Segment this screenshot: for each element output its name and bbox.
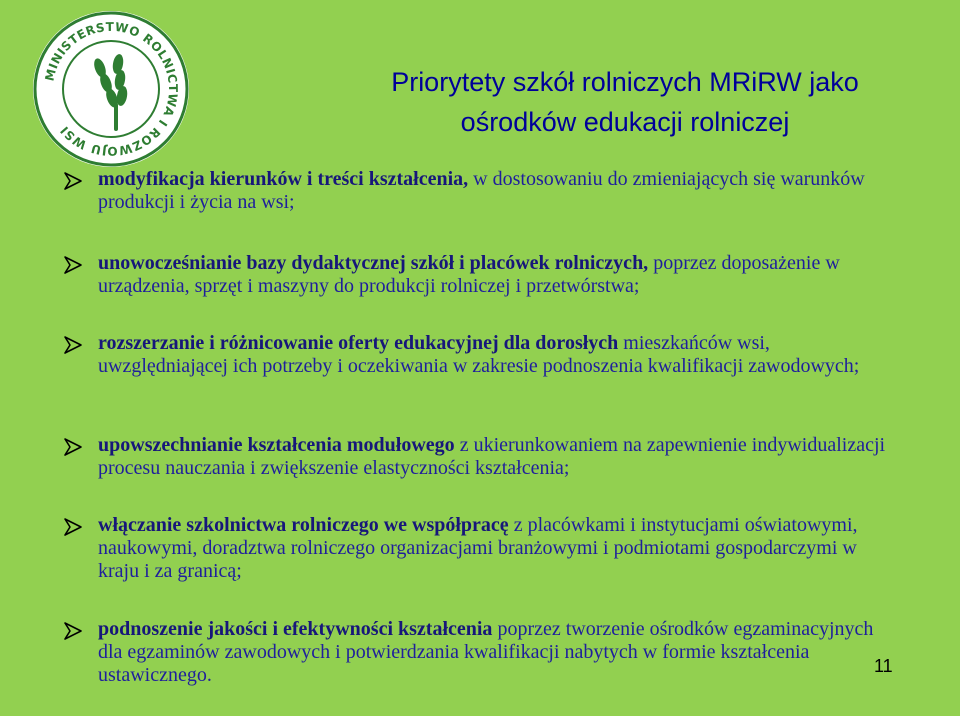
page-number: 11 bbox=[874, 656, 893, 676]
bullet-text: włączanie szkolnictwa rolniczego we współpracę z placówkami i instytucjami oświatowymi, naukowymi, doradztwa rolniczego organizacjami branżowymi i podmiotami gospodarczymi w kraju i za granicą; bbox=[98, 514, 858, 582]
bullet-text: podnoszenie jakości i efektywności kształcenia poprzez tworzenie ośrodków egzaminacyjnych dla egzaminów zawodowych i potwierdzania kwalifikacji nabytych w formie kształcenia ustawicznego. bbox=[98, 618, 874, 686]
bullet-text: upowszechnianie kształcenia modułowego z ukierunkowaniem na zapewnienie indywidualizacji procesu nauczania i zwiększenie elastyczności kształcenia; bbox=[98, 434, 886, 479]
title-line-1: Priorytety szkół rolniczych MRiRW jako bbox=[391, 67, 859, 97]
arrow-bullet-icon bbox=[62, 516, 84, 538]
arrow-bullet-icon bbox=[62, 170, 84, 192]
title-line-2: ośrodków edukacji rolniczej bbox=[460, 107, 790, 137]
bullet-text: unowocześnianie bazy dydaktycznej szkół i placówek rolniczych, poprzez doposażenie w urządzenia, sprzęt i maszyny do produkcji rolniczej i przetwórstwa; bbox=[98, 252, 840, 297]
bullet-text: modyfikacja kierunków i treści kształcenia, w dostosowaniu do zmieniających się warunków produkcji i życia na wsi; bbox=[98, 168, 865, 213]
arrow-bullet-icon bbox=[62, 254, 84, 276]
ministry-logo bbox=[30, 8, 192, 170]
arrow-bullet-icon bbox=[62, 436, 84, 458]
bullet-text: rozszerzanie i różnicowanie oferty edukacyjnej dla dorosłych mieszkańców wsi, uwzględniającej ich potrzeby i oczekiwania w zakresie podnoszenia kwalifikacji zawodowych; bbox=[98, 332, 860, 377]
ministry-logo-icon bbox=[30, 8, 192, 170]
arrow-bullet-icon bbox=[62, 620, 84, 642]
arrow-bullet-icon bbox=[62, 334, 84, 356]
slide-title bbox=[330, 62, 920, 142]
svg-text:MINISTERSTWO ROLNICTWA I ROZWO: MINISTERSTWO ROLNICTWA I ROZWOJU WSI bbox=[42, 19, 181, 159]
